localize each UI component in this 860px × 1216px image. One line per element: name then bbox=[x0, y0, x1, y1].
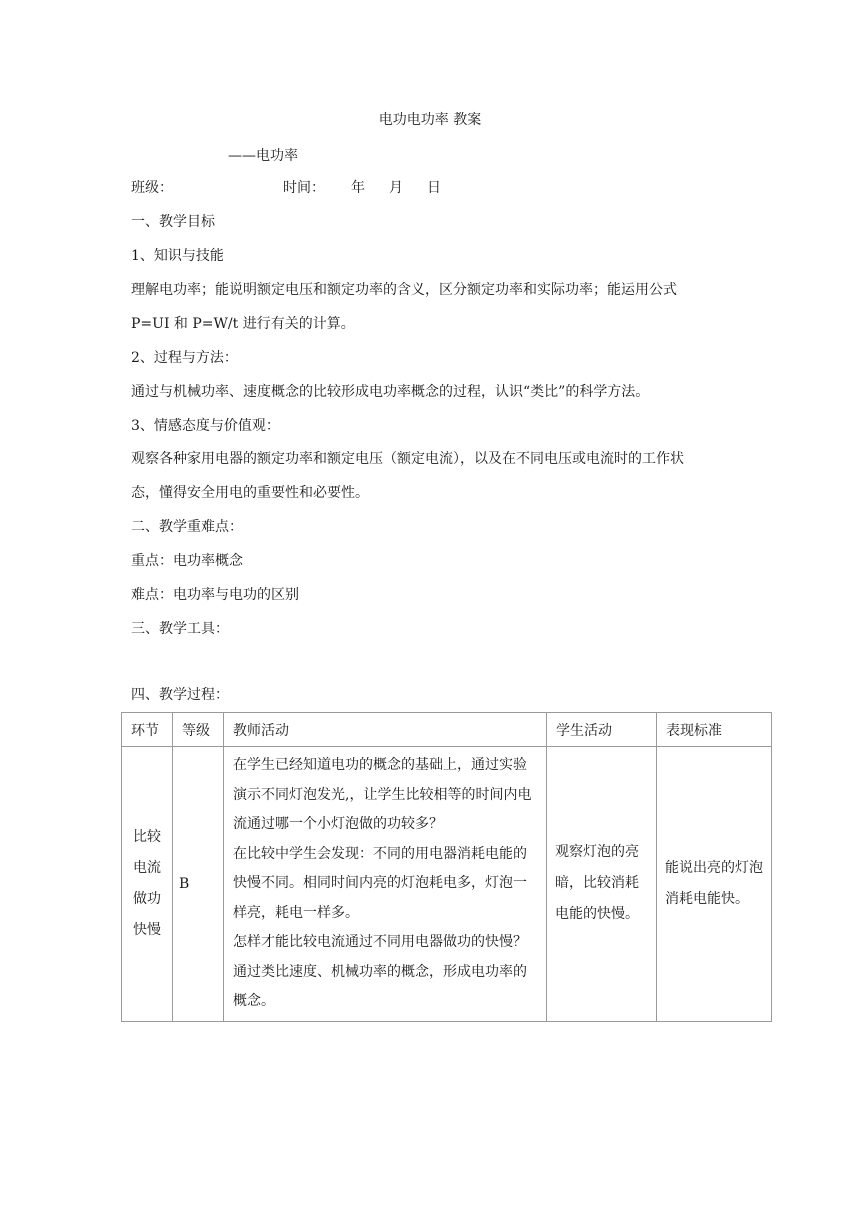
paragraph-line: 难点：电功率与电功的区别 bbox=[131, 587, 299, 603]
subheading-knowledge: 1、知识与技能 bbox=[131, 248, 224, 264]
class-time-line bbox=[131, 178, 531, 198]
section-heading-key-points: 二、教学重难点： bbox=[131, 519, 243, 535]
teaching-process-table bbox=[121, 712, 772, 1022]
subheading-process: 2、过程与方法： bbox=[131, 350, 238, 366]
paragraph-line: 理解电功率；能说明额定电压和额定功率的含义，区分额定功率和实际功率；能运用公式 bbox=[131, 282, 677, 298]
teacher-activity-paragraph: 在比较中学生会发现：不同的用电器消耗电能的快慢不同。相同时间内亮的灯泡耗电多，灯泡一样亮，耗电一样多。 bbox=[233, 845, 527, 921]
day-label: 日 bbox=[427, 180, 441, 196]
class-label: 班级： bbox=[131, 180, 173, 196]
teacher-activity-cell bbox=[224, 747, 547, 1022]
teacher-activity-paragraph: 在学生已经知道电功的概念的基础上，通过实验演示不同灯泡发光,，让学生比较相等的时间内电流通过哪一个小灯泡做的功较多？ bbox=[233, 757, 532, 832]
grade-cell: B bbox=[173, 747, 224, 1022]
year-label: 年 bbox=[351, 180, 365, 196]
paragraph-line: 重点：电功率概念 bbox=[131, 553, 243, 569]
time-label: 时间： bbox=[283, 180, 325, 196]
header-stage: 环节 bbox=[122, 713, 173, 747]
student-activity-cell: 观察灯泡的亮暗，比较消耗电能的快慢。 bbox=[547, 747, 657, 1022]
subheading-attitude: 3、情感态度与价值观： bbox=[131, 418, 280, 434]
section-heading-objectives: 一、教学目标 bbox=[131, 214, 215, 230]
section-heading-process: 四、教学过程： bbox=[131, 687, 229, 703]
document-title: 电功电功率 教案 bbox=[378, 112, 482, 128]
stage-cell: 比较电流做功快慢 bbox=[122, 747, 173, 1022]
header-grade: 等级 bbox=[173, 713, 224, 747]
document-subtitle: ——电功率 bbox=[228, 148, 298, 164]
table-row bbox=[122, 747, 772, 1022]
teacher-activity-paragraph: 通过类比速度、机械功率的概念，形成电功率的概念。 bbox=[233, 963, 527, 1009]
paragraph-line: P=UI 和 P=W/t 进行有关的计算。 bbox=[131, 316, 355, 332]
table-header-row bbox=[122, 713, 772, 747]
teacher-activity-paragraph: 怎样才能比较电流通过不同用电器做功的快慢？ bbox=[233, 934, 527, 950]
header-standard: 表现标准 bbox=[657, 713, 772, 747]
header-student-activity: 学生活动 bbox=[547, 713, 657, 747]
month-label: 月 bbox=[389, 180, 403, 196]
paragraph-line: 观察各种家用电器的额定功率和额定电压（额定电流），以及在不同电压或电流时的工作状 bbox=[131, 451, 684, 467]
header-teacher-activity: 教师活动 bbox=[224, 713, 547, 747]
paragraph-line: 通过与机械功率、速度概念的比较形成电功率概念的过程，认识“类比”的科学方法。 bbox=[131, 384, 650, 400]
paragraph-line: 态，懂得安全用电的重要性和必要性。 bbox=[131, 485, 369, 501]
section-heading-tools: 三、教学工具： bbox=[131, 621, 229, 637]
standard-cell: 能说出亮的灯泡消耗电能快。 bbox=[657, 747, 772, 1022]
